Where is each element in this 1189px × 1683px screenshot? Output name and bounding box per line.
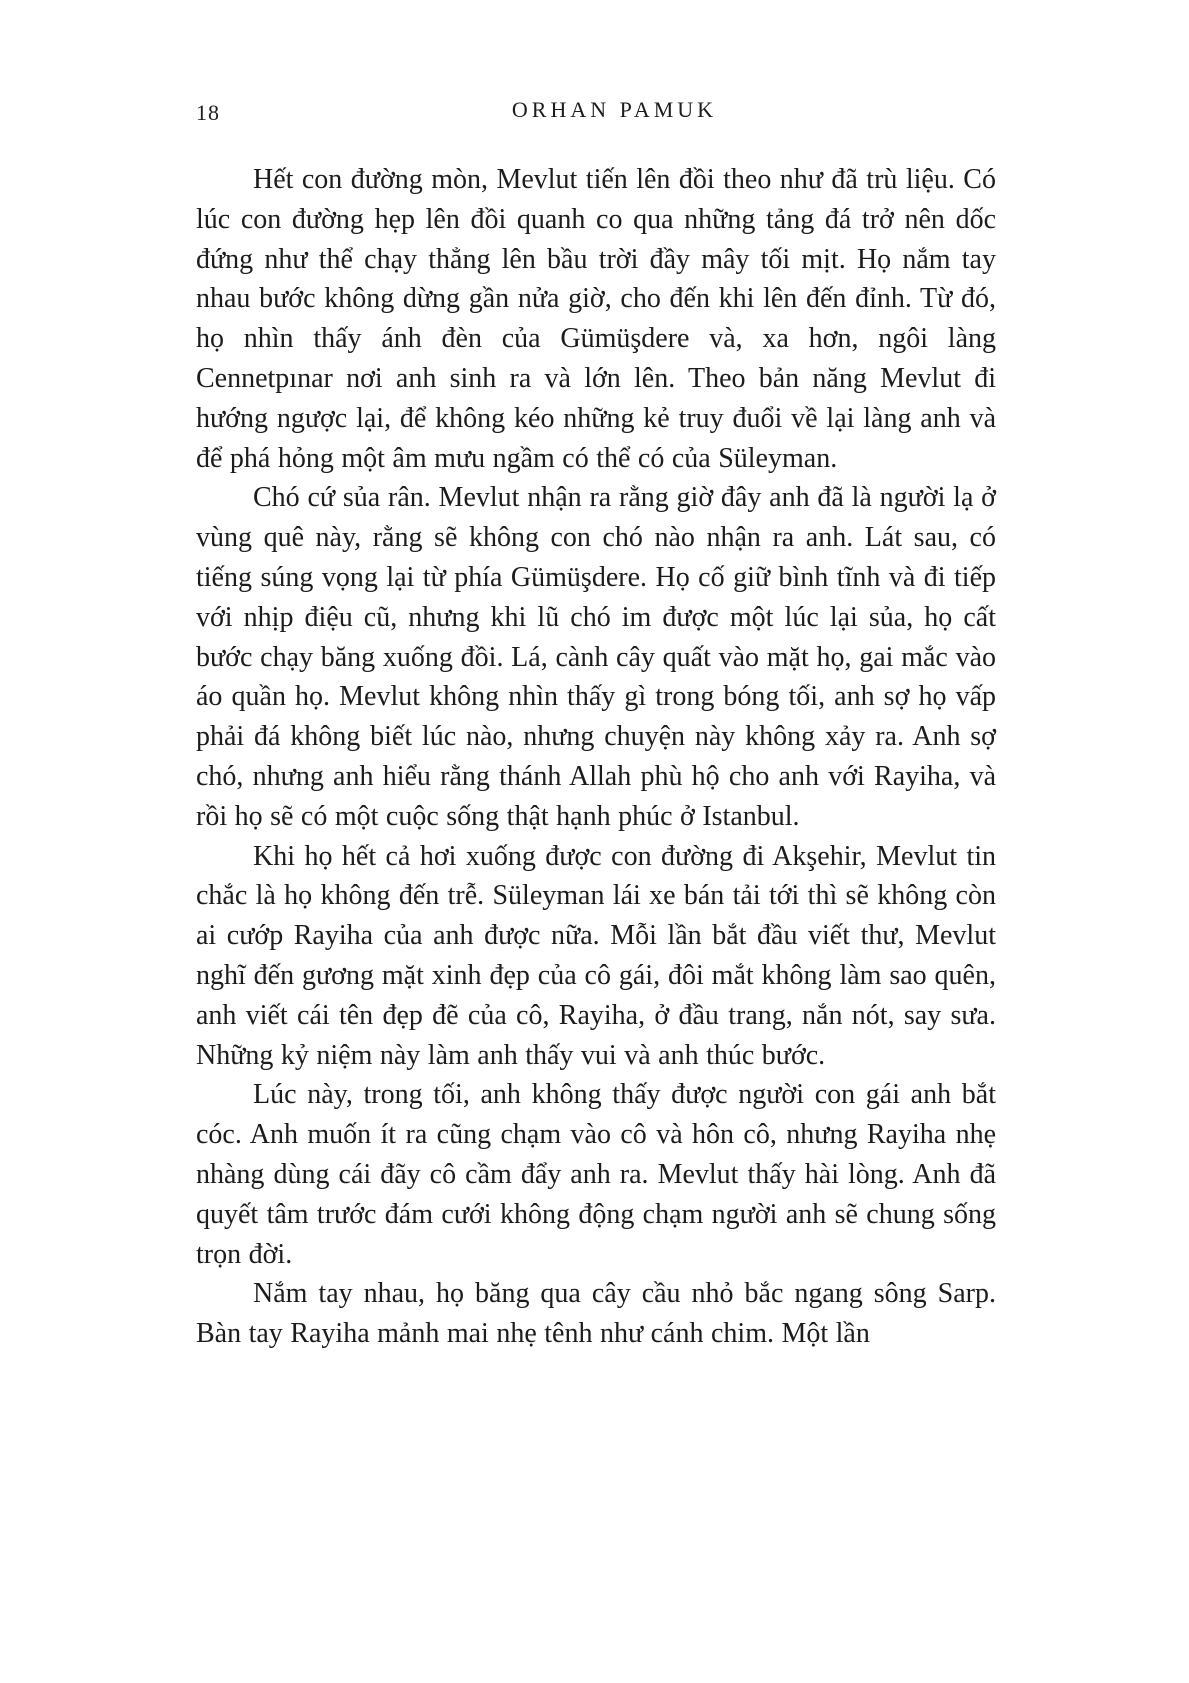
paragraph: Khi họ hết cả hơi xuống được con đường đi Akşehir, Mevlut tin chắc là họ không đến trễ. Süleyman lái xe bán tải tới thì sẽ không còn ai cướp Rayiha của anh được nữa. Mỗi lần bắt đầu viết thư, Mevlut nghĩ đến gương mặt xinh đẹp của cô gái, đôi mắt không làm sao quên, anh viết cái tên đẹp đẽ của cô, Rayiha, ở đầu trang, nắn nót, say sưa. Những kỷ niệm này làm anh thấy vui và anh thúc bước. xyxy=(196,840,996,1071)
paragraph: Nắm tay nhau, họ băng qua cây cầu nhỏ bắc ngang sông Sarp. Bàn tay Rayiha mảnh mai nhẹ tênh như cánh chim. Một lần xyxy=(196,1278,996,1350)
paragraph: Chó cứ sủa rân. Mevlut nhận ra rằng giờ đây anh đã là người lạ ở vùng quê này, rằng sẽ không con chó nào nhận ra anh. Lát sau, có tiếng súng vọng lại từ phía Gümüşdere. Họ cố giữ bình tĩnh và đi tiếp với nhịp điệu cũ, nhưng khi lũ chó im được một lúc lại sủa, họ cất bước chạy băng xuống đồi. Lá, cành cây quất vào mặt họ, gai mắc vào áo quần họ. Mevlut không nhìn thấy gì trong bóng tối, anh sợ họ vấp phải đá không biết lúc nào, nhưng chuyện này không xảy ra. Anh sợ chó, nhưng anh hiểu rằng thánh Allah phù hộ cho anh với Rayiha, và rồi họ sẽ có một cuộc sống thật hạnh phúc ở Istanbul. xyxy=(196,482,996,832)
paragraph: Lúc này, trong tối, anh không thấy được người con gái anh bắt cóc. Anh muốn ít ra cũng chạm vào cô và hôn cô, nhưng Rayiha nhẹ nhàng dùng cái đãy cô cầm đẩy anh ra. Mevlut thấy hài lòng. Anh đã quyết tâm trước đám cưới không động chạm người anh sẽ chung sống trọn đời. xyxy=(196,1079,996,1270)
body-text xyxy=(196,160,996,1354)
page-number: 18 xyxy=(196,100,220,125)
paragraph: Hết con đường mòn, Mevlut tiến lên đồi theo như đã trù liệu. Có lúc con đường hẹp lên đồi quanh co qua những tảng đá trở nên dốc đứng như thể chạy thẳng lên bầu trời đầy mây tối mịt. Họ nắm tay nhau bước không dừng gần nửa giờ, cho đến khi lên đến đỉnh. Từ đó, họ nhìn thấy ánh đèn của Gümüşdere và, xa hơn, ngôi làng Cennetpınar nơi anh sinh ra và lớn lên. Theo bản năng Mevlut đi hướng ngược lại, để không kéo những kẻ truy đuổi về lại làng anh và để phá hỏng một âm mưu ngầm có thể có của Süleyman. xyxy=(196,164,996,474)
running-head-author: ORHAN PAMUK xyxy=(511,97,718,122)
